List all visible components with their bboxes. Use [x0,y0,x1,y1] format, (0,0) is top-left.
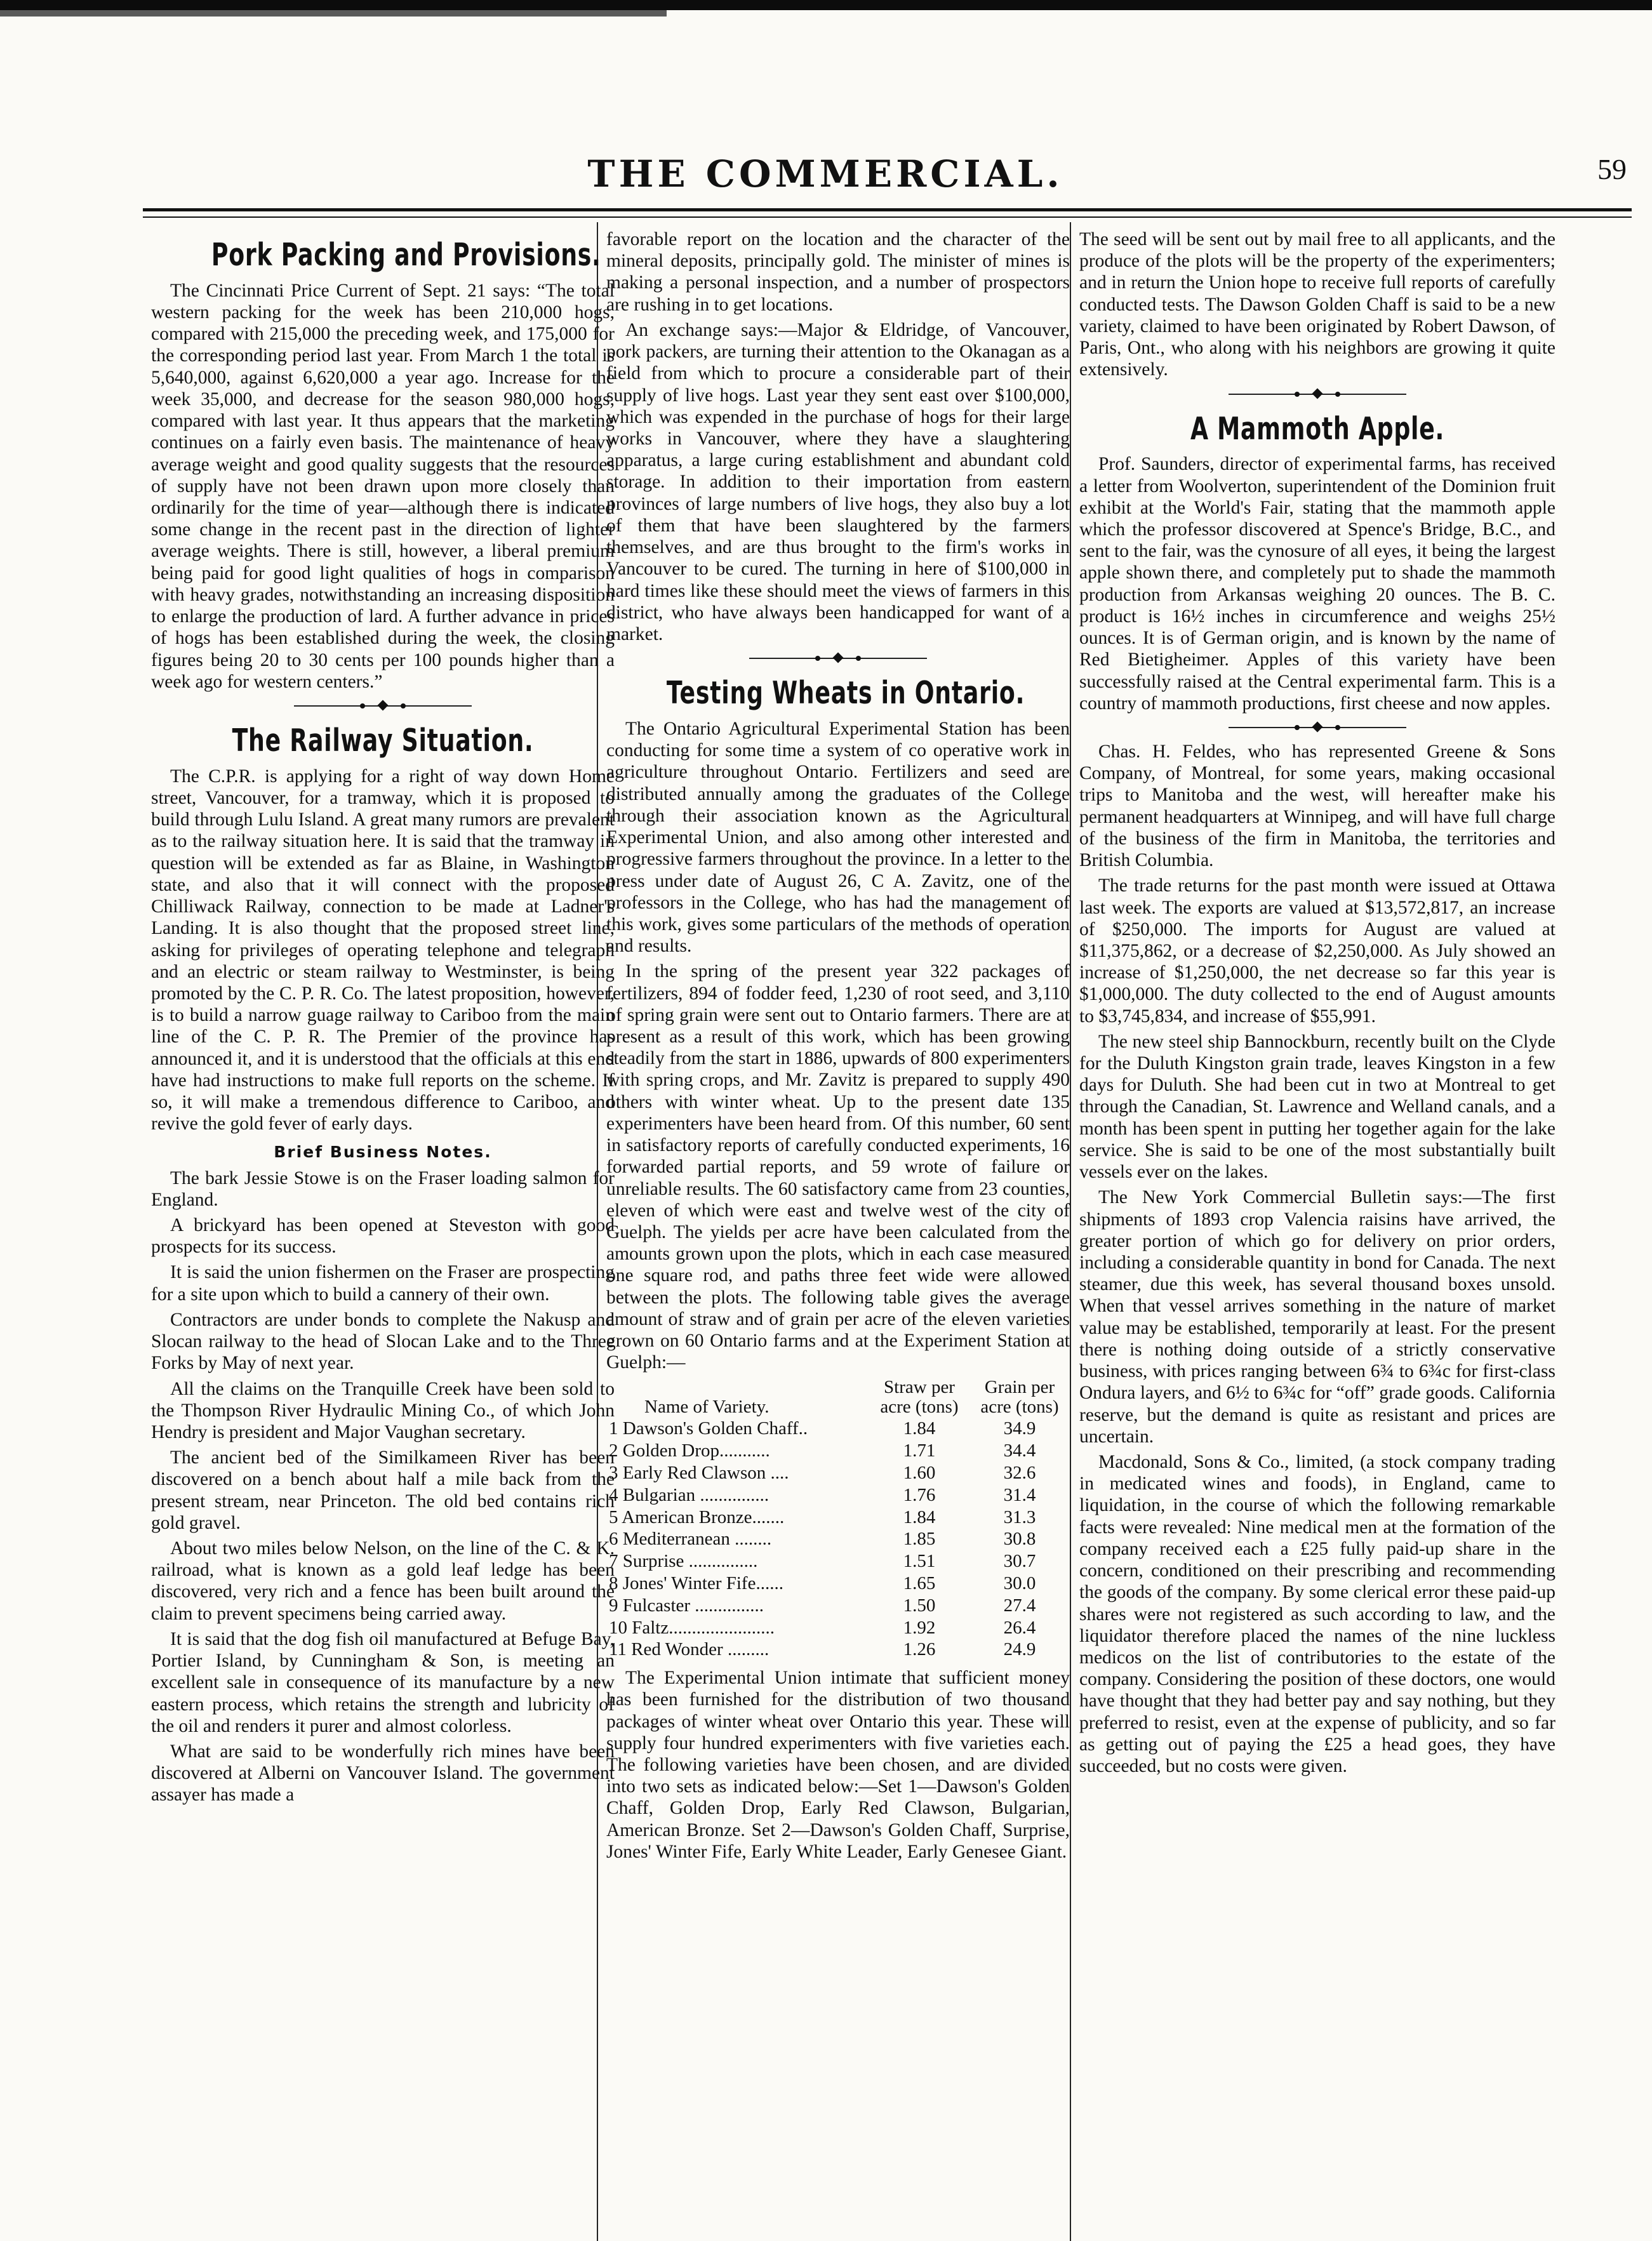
top-border-band [0,0,1652,10]
variety-name: 2 Golden Drop........... [609,1440,770,1461]
variety-name: 9 Fulcaster ............... [609,1595,764,1616]
article-exchange-hogs: An exchange says:—Major & Eldridge, of Vancouver, pork packers, are turning their attention to the Okanagan as a field from which to procure a considerable part of their supply of live hogs. Last year they sent east over $100,000, which was expended in the purchase of hogs for their large works in Vancouver, where they have a slaughtering apparatus, a large curing establishment and abundant cold storage. In addition to their importation from eastern provinces of large numbers of live hogs, they also buy a lot of them that have been slaughtered by the farmers themselves, and are thus brought to the firm's works in Vancouver to be cured. The turning in here of $100,000 in hard times like these should meet the views of farmers in this district, who have always been handicapped for want of a market. [606,319,1070,644]
grain-value: 32.6 [1003,1462,1036,1483]
straw-value: 1.26 [903,1639,936,1660]
article-wheats-results: In the spring of the present year 322 packages of fertilizers, 894 of fodder feed, 1,230 of root seed, and 3,110 of spring grain were sent out to Ontario farmers. There are at present as a result of this work, which has been growing steadily from the start in 1886, upwards of 800 experimenters with spring crops, and Mr. Zavitz is prepared to supply 490 others with winter wheat. Up to the present date 135 experimenters have been heard from. Of this number, 60 sent in satisfactory reports of carefully conducted experiments, 16 forwarded partial reports, and 59 wrote of failure or unreliable results. The 60 satisfactory came from 23 counties, eleven of which were east and twelve west of the city of Guelph. The yields per acre have been calculated from the amounts grown upon the plots, which in each case measured one square rod, and paths three feet wide were allowed between the plots. The following table gives the average amount of straw and of grain per acre of the eleven varieties grown on 60 Ontario farms and at the Experiment Station at Guelph:— [606,961,1070,1373]
column-1 [151,229,615,1810]
variety-name: 7 Surprise ............... [609,1551,758,1572]
article-wheats-distribution: The Experimental Union intimate that sufficient money has been furnished for the distribution of two thousand packages of winter wheat over Ontario this year. These will supply four hundred experimenters with five varieties each. The following varieties have been chosen, and are divided into two sets as indicated below:—Set 1—Dawson's Golden Chaff, Golden Drop, Early Red Clawson, Bulgarian, American Bronze. Set 2—Dawson's Golden Chaff, Surprise, Jones' Winter Fife, Early White Leader, Early Genesee Giant. [606,1668,1070,1862]
variety-name: 8 Jones' Winter Fife...... [609,1573,783,1593]
grain-value: 30.8 [1003,1529,1036,1550]
article-raisins: The New York Commercial Bulletin says:—The first shipments of 1893 crop Valencia raisins have arrived, the greater portion of which go for delivery on prior orders, including a considerable quantity in bond for Canada. The next steamer, due this week, has several thousand boxes unsold. When that vessel arrives something in the nature of market value may be established, temporarily at least. For the present there is nothing doing outside of a strictly conservative business, with prices ranging between 6¾ to 6¾c for first-class Ondura layers, and 6½ to 6¾c for “off” grade goods. California reserve, but the demand is quite as resistant and prices are uncertain. [1079,1187,1555,1447]
table-row [606,1550,1070,1573]
heading-testing-wheats: Testing Wheats in Ontario. [666,675,1025,712]
variety-name: 5 American Bronze....... [609,1506,785,1527]
table-header-straw: Straw per acre (tons) [880,1376,959,1418]
brief-note: About two miles below Nelson, on the line of the C. & K. railroad, what is known as a gold leaf ledge has been discovered, very rich and a fence has been built around the claim to prevent specimens being carried away. [151,1538,615,1624]
heading-mammoth-apple: A Mammoth Apple. [1190,410,1445,447]
article-alberni-continued: favorable report on the location and the character of the mineral deposits, principally gold. The minister of mines is making a personal inspection, and a number of prospectors are rushing in to get locations. [606,229,1070,315]
brief-note: All the claims on the Tranquille Creek have been sold to the Thompson River Hydraulic Mining Co., of which John Hendry is president and Major Vaughan secretary. [151,1378,615,1442]
grain-value: 34.4 [1003,1440,1036,1461]
grain-value: 30.0 [1003,1573,1036,1593]
header-rule-thick [143,208,1632,211]
header-rule-thin [143,216,1632,218]
straw-value: 1.84 [903,1506,936,1527]
variety-name: 1 Dawson's Golden Chaff.. [609,1418,808,1439]
section-separator [1229,719,1406,736]
table-header-name: Name of Variety. [644,1397,769,1418]
straw-value: 1.60 [903,1462,936,1483]
article-bannockburn: The new steel ship Bannockburn, recently built on the Clyde for the Duluth Kingston grain trade, leaves Kingston in a few days for Duluth. She had been cut in two at Montreal to get through the Canadian, St. Lawrence and Welland canals, and a month has been spent in putting her together again for the lake service. She is said to be one of the most substantially built vessels ever on the lakes. [1079,1031,1555,1183]
column-2 [606,229,1070,1866]
article-pork-packing: The Cincinnati Price Current of Sept. 21 says: “The total western packing for the week has been 210,000 hogs, compared with 215,000 the preceding week, and 175,000 for the corresponding period last year. From March 1 the total is 5,640,000, against 6,620,000 a year ago. Increase for the week 35,000, and decrease for the season 980,000 hogs, compared with last year. It thus appears that the marketing continues on a fairly even basis. The maintenance of heavy average weight and good quality suggests that the resources of supply have not been drawn upon more closely than ordinarily for the time of year—although there is indicated some change in the recent past in the direction of lighter average weights. There is still, however, a liberal premium being paid for good light qualities of hogs in comparison with heavy grades, notwithstanding an increasing disposition to enlarge the production of lard. A further advance in prices of hogs has been established during the week, the closing figures being 20 to 30 cents per 100 pounds higher than a week ago for western centers.” [151,280,615,692]
table-row [606,1418,1070,1440]
top-border-band-shadow [0,10,667,17]
heading-pork-packing: Pork Packing and Provisions. [211,237,601,273]
table-row [606,1528,1070,1550]
table-row [606,1506,1070,1529]
article-mammoth-apple: Prof. Saunders, director of experimental farms, has received a letter from Woolverton, superintendent of the Dominion fruit exhibit at the World's Fair, stating that the mammoth apple which the professor discovered at Spence's Bridge, B.C., and sent to the fair, was the cynosure of all eyes, it being the largest apple shown there, and completely put to shade the mammoth production from Arkansas weighing 20 ounces. The B. C. product is 16½ inches in circumference and weighs 25½ ounces. It is of German origin, and is known by the name of Red Bietigheimer. Apples of this variety have been successfully raised at the Central experimental farm. This is a country of mammoth productions, first cheese and now apples. [1079,454,1555,714]
article-feldes: Chas. H. Feldes, who has represented Greene & Sons Company, of Montreal, for some years, making occasional trips to Manitoba and the west, will hereafter make his permanent headquarters at Winnipeg, and will have full charge of the business of the firm in Manitoba, the territories and British Columbia. [1079,741,1555,871]
table-row [606,1462,1070,1484]
section-separator [1229,386,1406,402]
table-row [606,1639,1070,1661]
table-row [606,1440,1070,1462]
column-divider-2 [1070,222,1071,2241]
article-trade-returns: The trade returns for the past month were issued at Ottawa last week. The exports are valued at $13,572,817, an increase of $250,000. The imports for August are valued at $11,375,862, or a decrease of $2,250,000. As July showed an increase of $1,250,000, the net decrease so far this year is $1,000,000. The duty collected to the end of August amounts to $3,745,834, and increase of $55,991. [1079,875,1555,1027]
grain-value: 31.4 [1003,1484,1036,1505]
variety-name: 6 Mediterranean ........ [609,1529,772,1550]
section-separator [749,650,927,667]
straw-value: 1.50 [903,1595,936,1616]
grain-value: 34.9 [1003,1418,1036,1439]
table-row [606,1595,1070,1617]
straw-value: 1.71 [903,1440,936,1461]
table-row [606,1484,1070,1506]
brief-note: It is said the union fishermen on the Fraser are prospecting for a site upon which to build a cannery of their own. [151,1262,615,1305]
table-row [606,1573,1070,1595]
brief-note: What are said to be wonderfully rich mines have been discovered at Alberni on Vancouver Island. The government assayer has made a [151,1741,615,1805]
straw-value: 1.92 [903,1617,936,1638]
grain-value: 30.7 [1003,1551,1036,1572]
grain-value: 24.9 [1003,1639,1036,1660]
heading-railway-situation: The Railway Situation. [232,722,534,759]
section-separator [294,698,472,714]
page-number: 59 [1597,153,1627,185]
straw-value: 1.84 [903,1418,936,1439]
wheat-variety-table [606,1378,1070,1661]
brief-note: It is said that the dog fish oil manufactured at Befuge Bay, Portier Island, by Cunningham & Son, is meeting an excellent sale in consequence of its manufacture by a new eastern process, which retains the strength and lubricity of the oil and renders it purer and almost colorless. [151,1628,615,1736]
column-3 [1079,229,1555,1781]
brief-note: Contractors are under bonds to complete the Nakusp and Slocan railway to the head of Slocan Lake and to the Three Forks by May of next year. [151,1309,615,1374]
table-row [606,1617,1070,1639]
brief-note: A brickyard has been opened at Steveston with good prospects for its success. [151,1214,615,1258]
straw-value: 1.85 [903,1529,936,1550]
variety-name: 4 Bulgarian ............... [609,1484,769,1505]
article-railway-situation: The C.P.R. is applying for a right of way down Home street, Vancouver, for a tramway, which it is proposed to build through Lulu Island. A great many rumors are prevalent as to the railway situation here. It is said that the tramway in question will be extended as far as Blaine, in Washington state, and also that it will connect with the proposed Chilliwack Railway, connection to be made at Ladner's Landing. It is also thought that the proposed street line, asking for privileges of operating telephone and telegraph and an electric or steam railway to Westminster, is being promoted by the C. P. R. Co. The latest proposition, however, is to build a narrow guage railway to Cariboo from the main line of the C. P. R. The Premier of the province has announced it, and it is understood that the officials at this end have had instructions to make full reports on the scheme. If so, it will make a tremendous difference to Cariboo, and revive the gold fever of early days. [151,766,615,1134]
grain-value: 31.3 [1003,1506,1036,1527]
grain-value: 27.4 [1003,1595,1036,1616]
variety-name: 10 Faltz....................... [609,1617,775,1638]
article-seed-continued: The seed will be sent out by mail free to all applicants, and the produce of the plots will be the property of the experimenters; and in return the Union hope to receive full reports of carefully conducted tests. The Dawson Golden Chaff is said to be a new variety, claimed to have been originated by Robert Dawson, of Paris, Ont., who along with his neighbors are growing it quite extensively. [1079,229,1555,380]
masthead-title: THE COMMERCIAL. [587,152,1063,196]
table-header-grain: Grain per acre (tons) [980,1376,1059,1418]
article-wheats-intro: The Ontario Agricultural Experimental Station has been conducting for some time a system of co operative work in agriculture throughout Ontario. Fertilizers and seed are distributed annually among the graduates of the College through their association known as the Agricultural Experimental Union, and also among other interested and progressive farmers throughout the province. In a letter to the press under date of August 26, C A. Zavitz, one of the professors in the College, who has had the management of this work, gives some particulars of the methods of operation and results. [606,718,1070,957]
brief-note: The bark Jessie Stowe is on the Fraser loading salmon for England. [151,1167,615,1210]
grain-value: 26.4 [1003,1617,1036,1638]
variety-name: 3 Early Red Clawson .... [609,1462,789,1483]
straw-value: 1.65 [903,1573,936,1593]
brief-note: The ancient bed of the Similkameen River has been discovered on a bench about half a mile back from the present stream, near Princeton. The old bed contains rich gold gravel. [151,1447,615,1533]
straw-value: 1.51 [903,1551,936,1572]
heading-brief-business-notes: Brief Business Notes. [274,1142,492,1161]
straw-value: 1.76 [903,1484,936,1505]
variety-name: 11 Red Wonder ......... [609,1639,769,1660]
article-macdonald: Macdonald, Sons & Co., limited, (a stock company trading in medicated wines and foods), in England, came to liquidation, in the course of which the following remarkable facts were revealed: Nine medical men at the formation of the company received each a £25 fully paid-up share in the concern, conditioned on their prescribing and recommending the goods of the company. By some clerical error these paid-up shares were not registered as such according to law, and the liquidator therefore placed the names of the nine luckless medicos on the list of contributories to the estate of the company. Considering the position of these doctors, one would have thought that they had better pay and say nothing, but they preferred to resist, even at the expense of publicity, and so far as getting out of paying the £25 a head goes, they have succeeded, but no costs were given. [1079,1451,1555,1777]
